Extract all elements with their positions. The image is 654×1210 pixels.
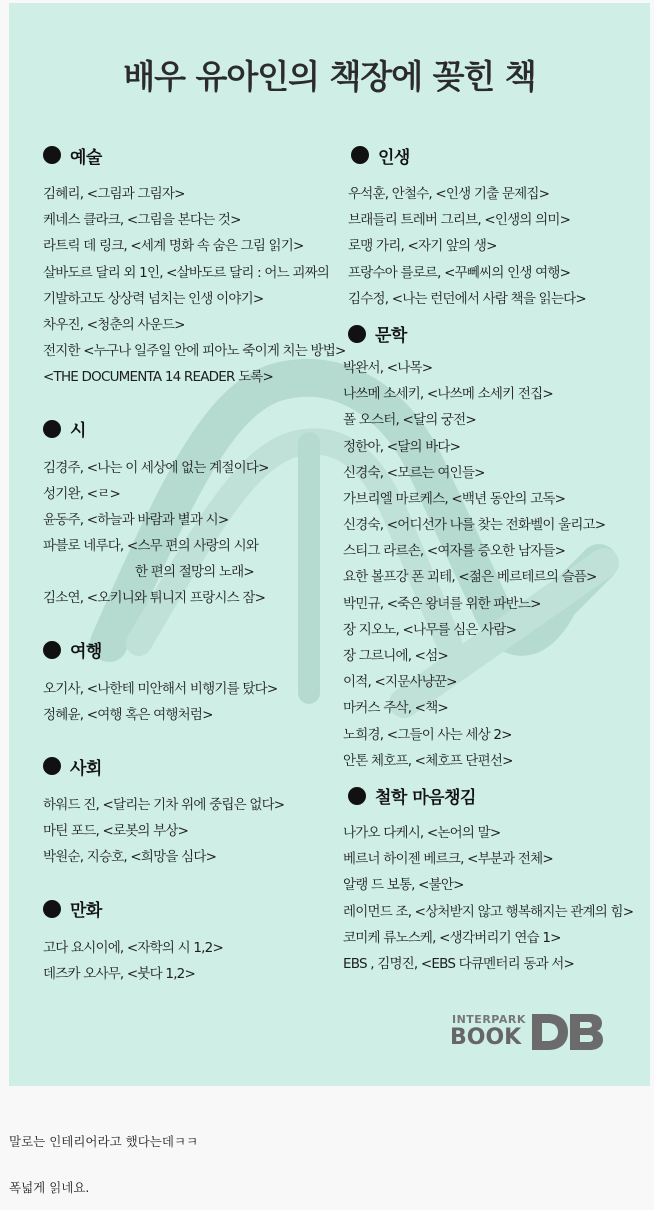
book-item: 정혜윤, <여행 혹은 여행처럼>: [43, 706, 213, 723]
category-label: 철학 마음챙김: [375, 788, 476, 809]
book-item: 기발하고도 상상력 넘치는 인생 이야기>: [43, 290, 264, 307]
category-comics: [43, 893, 343, 987]
category-poetry: [43, 413, 343, 612]
db-logo-mark: [530, 1010, 604, 1054]
category-label: 만화: [70, 901, 102, 922]
right-column: [343, 139, 643, 977]
book-item: 라트릭 데 링크, <세계 명화 속 숨은 그림 읽기>: [43, 238, 304, 255]
category-label: 사회: [70, 758, 102, 779]
book-item: 로맹 가리, <자기 앞의 생>: [348, 238, 497, 255]
book-item: 오기사, <나한테 미안해서 비행기를 탔다>: [43, 680, 278, 697]
bullet-icon: [43, 146, 61, 164]
category-society: [43, 750, 343, 871]
book-item: 신경숙, <어디선가 나를 찾는 전화벨이 울리고>: [343, 517, 606, 534]
book-item: 이적, <지문사냥꾼>: [343, 674, 457, 691]
poster-title: 배우 유아인의 책장에 꽂힌 책: [123, 57, 536, 96]
book-item: 데즈카 오사무, <붓다 1,2>: [43, 965, 195, 982]
book-item: 가브리엘 마르케스, <백년 동안의 고독>: [343, 490, 566, 507]
book-item: 코미케 류노스케, <생각버리기 연습 1>: [343, 929, 561, 946]
book-item: 브래들리 트레버 그리브, <인생의 의미>: [348, 212, 571, 229]
book-item: 파블로 네루다, <스무 편의 사랑의 시와: [43, 538, 259, 555]
book-item: 윤동주, <하늘과 바람과 별과 시>: [43, 511, 229, 528]
book-item: 요한 볼프강 폰 괴테, <젊은 베르테르의 슬픔>: [343, 569, 597, 586]
left-column: [43, 139, 346, 987]
book-item: 전지한 <누구나 일주일 안에 피아노 죽이게 치는 방법>: [43, 343, 346, 360]
book-item: 한 편의 절망의 노래>: [135, 564, 254, 581]
book-item: 박완서, <나목>: [343, 359, 433, 376]
book-item: 노희경, <그들이 사는 세상 2>: [343, 726, 512, 743]
book-item: 나가오 다케시, <논어의 말>: [343, 824, 501, 841]
category-label: 여행: [70, 642, 102, 663]
book-item: 케네스 클라크, <그림을 본다는 것>: [43, 212, 241, 229]
book-item: 김혜리, <그림과 그림자>: [43, 186, 185, 202]
caption-line: 말로는 인테리어라고 했다는데ㅋㅋ: [9, 1134, 199, 1149]
book-item: 신경숙, <모르는 여인들>: [343, 464, 485, 481]
interpark-book-db-logo: INTERPARK BOOK: [450, 1010, 610, 1060]
book-item: 박민규, <죽은 왕녀를 위한 파반느>: [343, 595, 541, 612]
bullet-icon: [351, 146, 369, 164]
book-item: 김소연, <오키니와 튀니지 프랑시스 잠>: [43, 590, 266, 607]
book-item: 김경주, <나는 이 세상에 없는 계절이다>: [43, 459, 269, 476]
book-item: 성기완, <ㄹ>: [43, 485, 120, 502]
book-item: 장 지오노, <나무를 심은 사람>: [343, 621, 517, 638]
bullet-icon: [43, 420, 61, 438]
category-label: 예술: [70, 147, 102, 168]
book-item: 고다 요시이에, <자학의 시 1,2>: [43, 939, 223, 956]
book-item: 박원순, 지승호, <희망을 심다>: [43, 849, 217, 866]
book-item: EBS , 김명진, <EBS 다큐멘터리 동과 서>: [343, 955, 575, 972]
book-item: 폴 오스터, <달의 궁전>: [343, 412, 476, 429]
book-item: 프랑수아 를로르, <꾸뻬씨의 인생 여행>: [348, 264, 571, 281]
book-item: 장 그르니에, <섬>: [343, 648, 448, 664]
bullet-icon: [348, 787, 366, 805]
book-item: 베르너 하이젠 베르크, <부분과 전체>: [343, 851, 553, 868]
bullet-icon: [43, 641, 61, 659]
category-literature: [343, 318, 643, 774]
book-item: 살바도르 달리 외 1인, <살바도르 달리 : 어느 괴짜의: [43, 264, 330, 281]
book-item: 안톤 체호프, <체호프 단편선>: [343, 752, 513, 769]
book-item: 차우진, <청춘의 사운드>: [43, 316, 185, 333]
book-poster: [9, 3, 650, 1086]
category-art: [43, 139, 346, 391]
bullet-icon: [43, 757, 61, 775]
book-item: 알랭 드 보통, <불안>: [343, 877, 464, 894]
book-item: 정한아, <달의 바다>: [343, 438, 461, 455]
category-label: 시: [70, 421, 86, 441]
book-item: 우석훈, 안철수, <인생 기출 문제집>: [348, 186, 550, 202]
category-life: [343, 139, 643, 312]
book-item: 마커스 주삭, <책>: [343, 700, 448, 717]
book-item: 나쓰메 소세키, <나쓰메 소세키 전집>: [343, 386, 553, 403]
category-label: 인생: [378, 147, 410, 168]
bullet-icon: [43, 900, 61, 918]
book-item: 마틴 포드, <로봇의 부상>: [43, 823, 189, 840]
book-item: 하워드 진, <달리는 기차 위에 중립은 없다>: [43, 797, 285, 813]
caption-line: 폭넓게 읽네요.: [9, 1180, 90, 1195]
category-travel: [43, 634, 343, 728]
category-label: 문학: [375, 326, 407, 347]
book-item: 김수정, <나는 런던에서 사람 책을 읽는다>: [348, 290, 586, 307]
book-item: 스티그 라르손, <여자를 증오한 남자들>: [343, 543, 566, 560]
book-item: <THE DOCUMENTA 14 READER 도록>: [43, 369, 274, 386]
bullet-icon: [348, 325, 366, 343]
category-philosophy: [343, 780, 643, 977]
book-item: 레이먼드 조, <상처받지 않고 행복해지는 관계의 힘>: [343, 903, 634, 920]
